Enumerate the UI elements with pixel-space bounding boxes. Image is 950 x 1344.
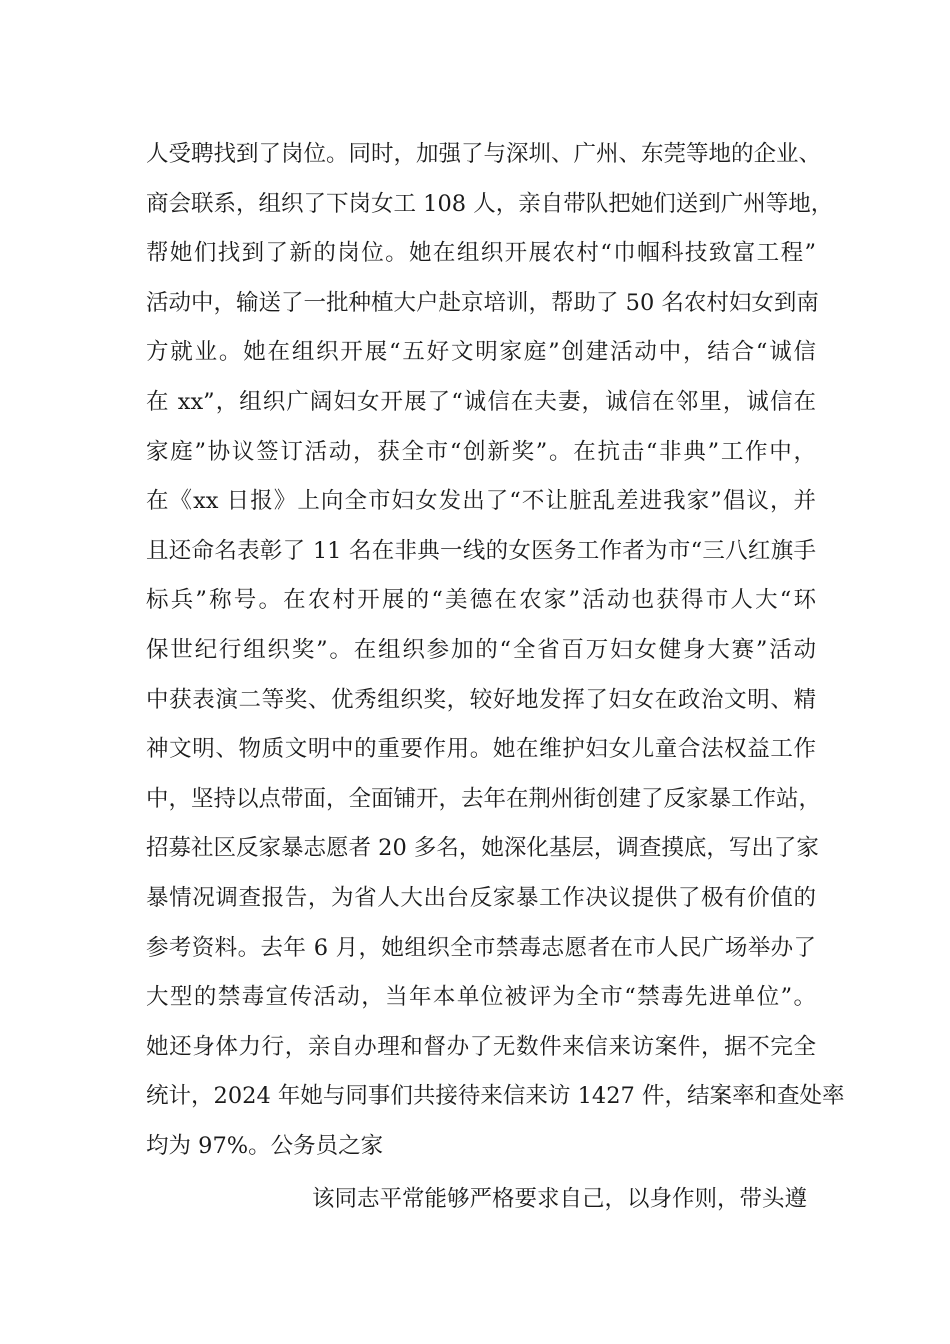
text-line: 暴情况调查报告，为省人大出台反家暴工作决议提供了极有价值的 (146, 884, 816, 911)
text-line-paragraph-end: 均为 97%。公务员之家 (146, 1132, 384, 1159)
body-text (146, 130, 845, 1225)
text-line: 她还身体力行，亲自办理和督办了无数件来信来访案件，据不完全 (146, 1033, 816, 1060)
text-line: 大型的禁毒宣传活动，当年本单位被评为全市“禁毒先进单位”。 (146, 984, 816, 1011)
text-line: 参考资料。去年 6 月，她组织全市禁毒志愿者在市人民广场举办了 (146, 934, 816, 961)
text-line: 商会联系，组织了下岗女工 108 人，亲自带队把她们送到广州等地， (146, 190, 834, 217)
text-line: 人受聘找到了岗位。同时，加强了与深圳、广州、东莞等地的企业、 (146, 141, 822, 167)
text-line: 在 xx”，组织广阔妇女开展了“诚信在夫妻，诚信在邻里，诚信在 (146, 388, 816, 415)
text-line: 帮她们找到了新的岗位。她在组织开展农村“巾帼科技致富工程” (146, 240, 816, 267)
text-line: 活动中，输送了一批种植大户赴京培训，帮助了 50 名农村妇女到南 (146, 289, 819, 316)
text-line: 神文明、物质文明中的重要作用。她在维护妇女儿童合法权益工作 (146, 736, 816, 763)
text-line: 中获表演二等奖、优秀组织奖，较好地发挥了妇女在政治文明、精 (146, 686, 816, 713)
text-line: 统计，2024 年她与同事们共接待来信来访 1427 件，结案率和查处率 (146, 1083, 845, 1110)
paragraph-2-first-line: 该同志平常能够严格要求自己，以身作则，带头遵 (312, 1186, 808, 1213)
text-line: 保世纪行组织奖”。在组织参加的“全省百万妇女健身大赛”活动 (146, 636, 816, 663)
text-line: 标兵”称号。在农村开展的“美德在农家”活动也获得市人大“环 (146, 587, 816, 614)
text-line: 家庭”协议签订活动，获全市“创新奖”。在抗击“非典”工作中， (146, 438, 816, 465)
text-line: 方就业。她在组织开展“五好文明家庭”创建活动中，结合“诚信 (146, 339, 816, 366)
text-line: 且还命名表彰了 11 名在非典一线的女医务工作者为市“三八红旗手 (146, 537, 816, 564)
text-line: 招募社区反家暴志愿者 20 多名，她深化基层，调查摸底，写出了家 (146, 835, 819, 862)
text-line: 中，坚持以点带面，全面铺开，去年在荆州街创建了反家暴工作站， (146, 785, 822, 812)
text-line: 在《xx 日报》上向全市妇女发出了“不让脏乱差进我家”倡议，并 (146, 488, 816, 515)
